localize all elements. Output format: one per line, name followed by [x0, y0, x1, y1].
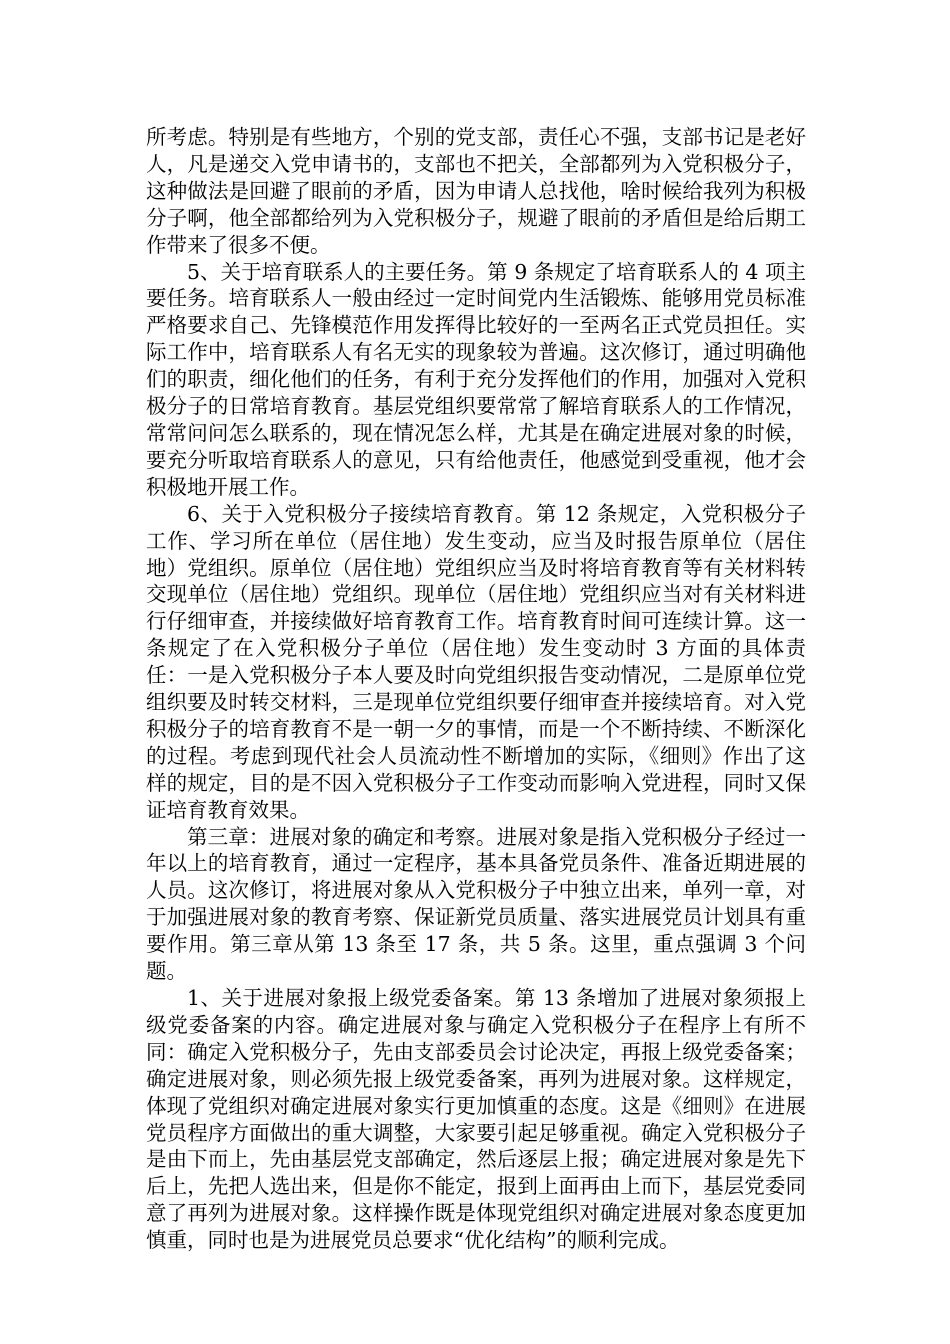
- paragraph-filing-with-committee: 1、关于进展对象报上级党委备案。第 13 条增加了进展对象须报上级党委备案的内容。确定进展对象与确定入党积极分子在程序上有所不同：确定入党积极分子，先由支部委员会讨论决定，再报上级党委备案；确定进展对象，则必须先报上级党委备案，再列为进展对象。这样规定，体现了党组织对确定进展对象实行更加慎重的态度。这是《细则》在进展党员程序方面做出的重大调整，大家要引起足够重视。确定入党积极分子是由下而上，先由基层党支部确定，然后逐层上报；确定进展对象是先下后上，先把人选出来，但是你不能定，报到上面再由上而下，基层党委同意了再列为进展对象。这样操作既是体现党组织对确定进展对象态度更加慎重，同时也是为进展党员总要求“优化结构”的顺利完成。: [146, 986, 806, 1253]
- paragraph-continuation: 所考虑。特别是有些地方，个别的党支部，责任心不强，支部书记是老好人，凡是递交入党申请书的，支部也不把关，全部都列为入党积极分子，这种做法是回避了眼前的矛盾，因为申请人总找他，啥时候给我列为积极分子啊，他全部都给列为入党积极分子，规避了眼前的矛盾但是给后期工作带来了很多不便。: [146, 125, 806, 257]
- paragraph-contact-person-tasks: 5、关于培育联系人的主要任务。第 9 条规定了培育联系人的 4 项主要任务。培育联系人一般由经过一定时间党内生活锻炼、能够用党员标准严格要求自己、先锋模范作用发挥得比较好的一至两名正式党员担任。实际工作中，培育联系人有名无实的现象较为普遍。这次修订，通过明确他们的职责，细化他们的任务，有利于充分发挥他们的作用，加强对入党积极分子的日常培育教育。基层党组织要常常了解培育联系人的工作情况，常常问问怎么联系的，现在情况怎么样，尤其是在确定进展对象的时候，要充分听取培育联系人的意见，只有给他责任，他感觉到受重视，他才会积极地开展工作。: [146, 259, 806, 499]
- document-body: [146, 124, 806, 1254]
- paragraph-continued-training: 6、关于入党积极分子接续培育教育。第 12 条规定，入党积极分子工作、学习所在单位（居住地）发生变动，应当及时报告原单位（居住地）党组织。原单位（居住地）党组织应当及时将培育教育等有关材料转交现单位（居住地）党组织。现单位（居住地）党组织应当对有关材料进行仔细审查，并接续做好培育教育工作。培育教育时间可连续计算。这一条规定了在入党积极分子单位（居住地）发生变动时 3 方面的具体责任：一是入党积极分子本人要及时向党组织报告变动情况，二是原单位党组织要及时转交材料，三是现单位党组织要仔细审查并接续培育。对入党积极分子的培育教育不是一朝一夕的事情，而是一个不断持续、不断深化的过程。考虑到现代社会人员流动性不断增加的实际，《细则》作出了这样的规定，目的是不因入党积极分子工作变动而影响入党进程，同时又保证培育教育效果。: [146, 501, 806, 822]
- paragraph-chapter-three: 第三章：进展对象的确定和考察。进展对象是指入党积极分子经过一年以上的培育教育，通过一定程序，基本具备党员条件、准备近期进展的人员。这次修订，将进展对象从入党积极分子中独立出来，单列一章，对于加强进展对象的教育考察、保证新党员质量、落实进展党员计划具有重要作用。第三章从第 13 条至 17 条，共 5 条。这里，重点强调 3 个问题。: [146, 824, 806, 984]
